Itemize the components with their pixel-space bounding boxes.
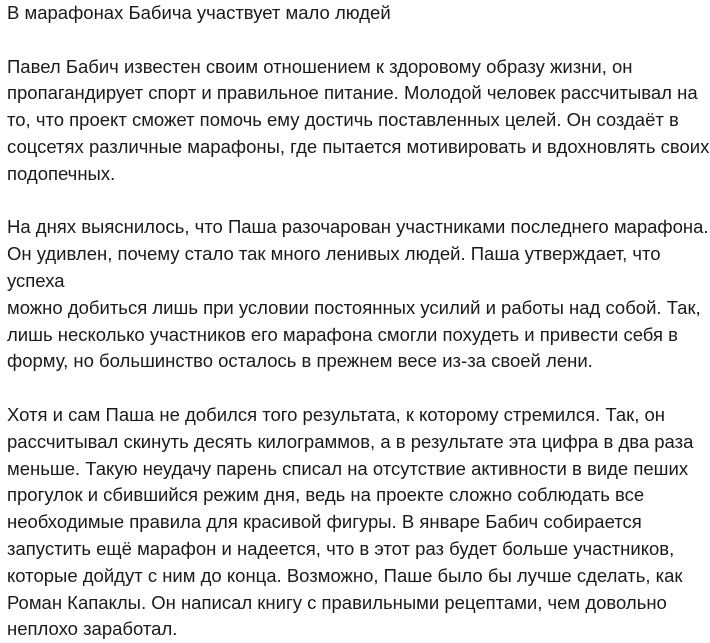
paragraph-line: Он удивлен, почему стало так много ленивых людей. Паша утверждает, что успеха <box>7 243 661 291</box>
spacer <box>7 188 710 215</box>
spacer <box>7 27 710 54</box>
paragraph-line: меньше. Такую неудачу парень списал на отсутствие активности в виде пеших <box>7 457 689 479</box>
paragraph-line: На днях выяснилось, что Паша разочарован участниками последнего марафона. <box>7 216 709 238</box>
paragraph-line: которые дойдут с ним до конца. Возможно, Паше было бы лучше сделать, как <box>7 564 683 586</box>
paragraph-line: неплохо заработал. <box>7 618 178 640</box>
paragraph-line: запустить ещё марафон и надеется, что в этот раз будет больше участников, <box>7 537 675 559</box>
paragraph-line: Хотя и сам Паша не добился того результата, к которому стремился. Так, он <box>7 403 666 425</box>
paragraph-line: подопечных. <box>7 162 116 184</box>
paragraph-line: можно добиться лишь при условии постоянных усилий и работы над собой. Так, <box>7 296 701 318</box>
paragraph-1 <box>7 54 710 188</box>
paragraph-line: Роман Капаклы. Он написал книгу с правильными рецептами, чем довольно <box>7 591 667 613</box>
paragraph-line: пропагандирует спорт и правильное питание. Молодой человек рассчитывал на <box>7 82 698 104</box>
paragraph-2 <box>7 214 710 375</box>
article-title: В марафонах Бабича участвует мало людей <box>7 2 391 23</box>
paragraph-line: рассчитывал скинуть десять килограммов, а в результате эта цифра в два раза <box>7 430 694 452</box>
paragraph-line: прогулок и сбившийся режим дня, ведь на проекте сложно соблюдать все <box>7 484 645 506</box>
spacer <box>7 375 710 402</box>
paragraph-line: соцсетях различные марафоны, где пытается мотивировать и вдохновлять своих <box>7 135 710 157</box>
paragraph-line: лишь несколько участников его марафона смогли похудеть и привести себя в <box>7 323 678 345</box>
paragraph-3 <box>7 402 710 643</box>
paragraph-line: Павел Бабич известен своим отношением к здоровому образу жизни, он <box>7 55 633 77</box>
paragraph-line: форму, но большинство осталось в прежнем весе из-за своей лени. <box>7 350 593 372</box>
paragraph-line: необходимые правила для красивой фигуры. В январе Бабич собирается <box>7 511 642 533</box>
paragraph-line: то, что проект сможет помочь ему достичь поставленных целей. Он создаёт в <box>7 109 679 131</box>
